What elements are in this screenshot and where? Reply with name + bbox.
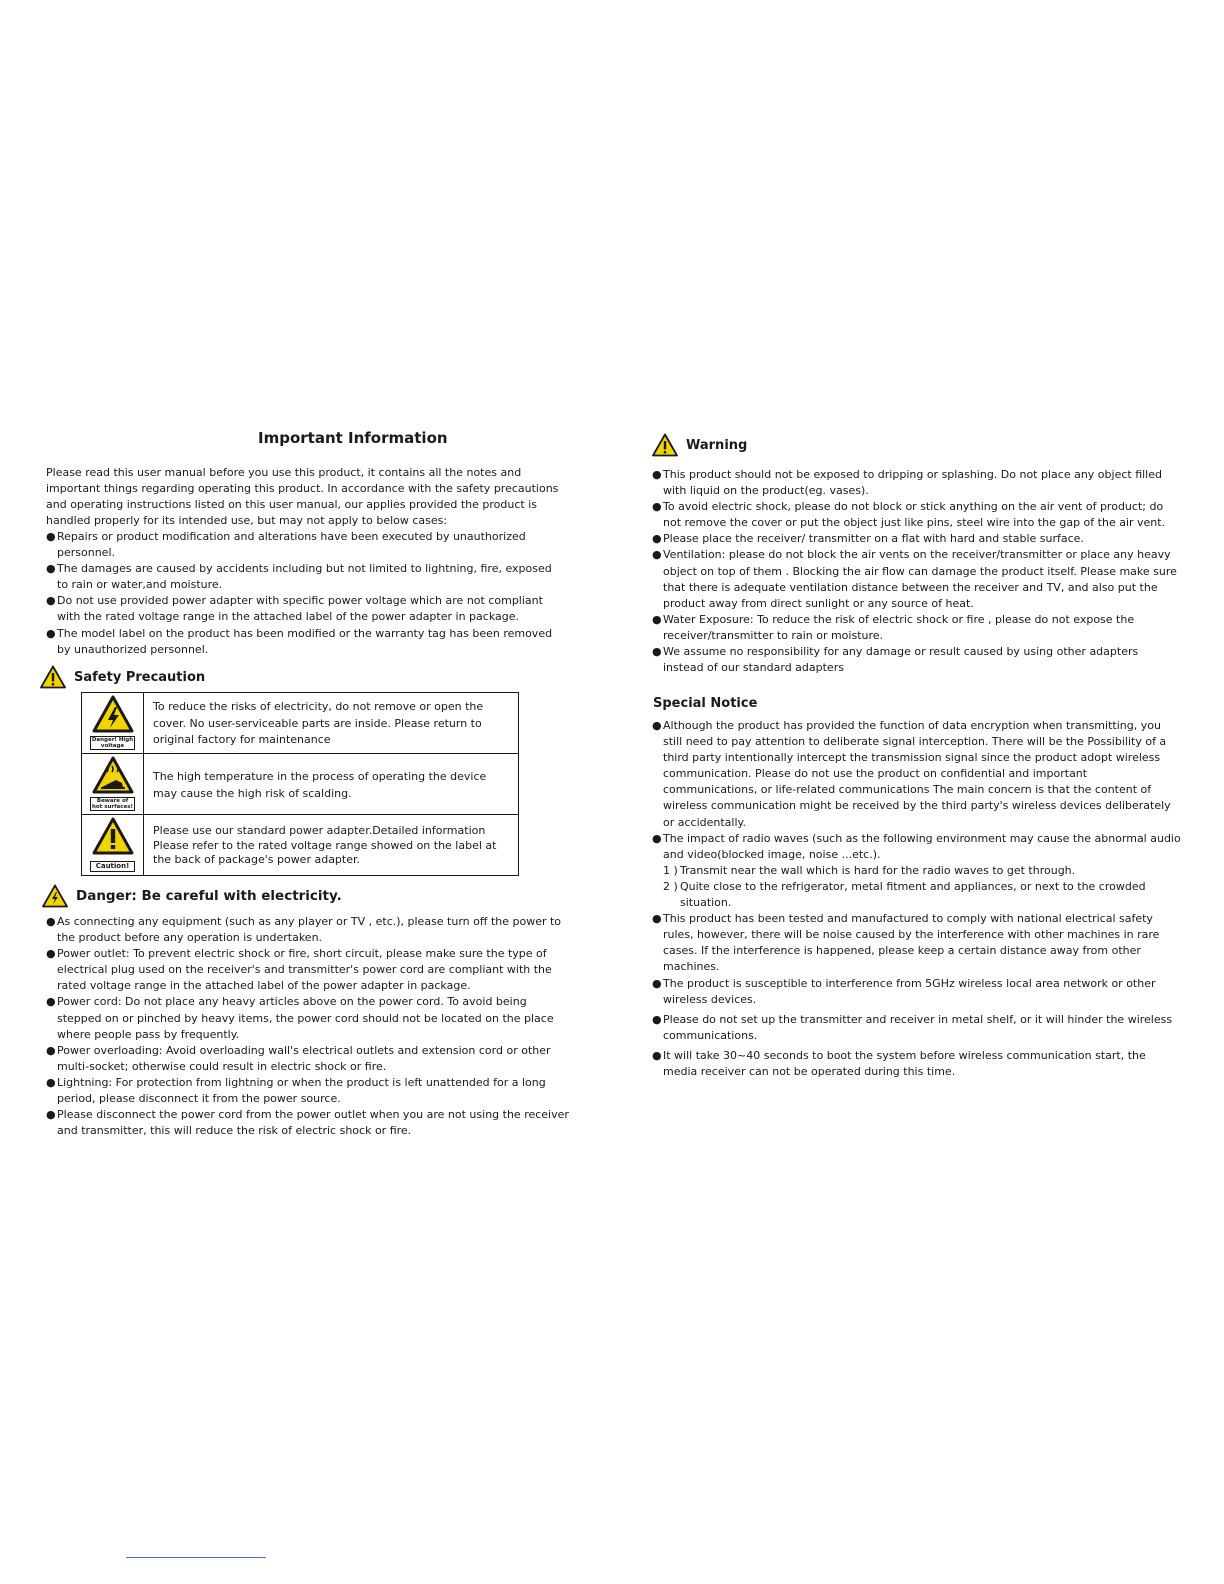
- list-item: ● The product is susceptible to interference from 5GHz wireless local area network or other wireless devices.: [652, 976, 1156, 1006]
- danger-heading: Danger: Be careful with electricity.: [42, 884, 342, 908]
- warning-triangle-icon: [40, 665, 66, 689]
- warning-list: [652, 467, 1182, 676]
- high-voltage-sign-icon: [92, 695, 134, 735]
- list-item: ● Power cord: Do not place any heavy articles above on the power cord. To avoid being stepped on or pinched by heavy items, the power cord should not be located on the place where people pass by frequently.: [46, 995, 554, 1041]
- list-item: ● Repairs or product modification and alterations have been executed by unauthorized personnel.: [46, 530, 526, 560]
- page-title: Important Information: [258, 429, 448, 447]
- sign-label: Caution!: [90, 861, 135, 872]
- table-row: [82, 815, 519, 876]
- hot-surface-sign-icon: [92, 756, 134, 796]
- safety-precaution-table: [81, 692, 519, 876]
- list-item: ● As connecting any equipment (such as any player or TV , etc.), please turn off the power to the product before any operation is undertaken.: [46, 915, 562, 945]
- sign-cell: [82, 693, 144, 754]
- list-item: ● This product has been tested and manufactured to comply with national electrical safety rules, however, there will be noise caused by the interference with other machines in rare cases. If the interference is happened, please keep a certain distance away from other machines.: [652, 912, 1160, 974]
- list-item: ● Ventilation: please do not block the air vents on the receiver/transmitter or place any heavy object on top of them . Blocking the air flow can damage the product itself. Please make sure that there is adequate ventilation distance between the receiver and TV, and also put the product away from direct sunlight or any source of heat.: [652, 548, 1177, 610]
- table-row: [82, 754, 519, 815]
- list-item: ● Please do not set up the transmitter and receiver in metal shelf, or it will hinder the wireless communications.: [652, 1012, 1173, 1042]
- caution-sign-icon: [92, 817, 134, 857]
- safety-text: Please use our standard power adapter.Detailed information Please refer to the rated voltage range showed on the label at the back of package's power adapter.: [144, 815, 519, 876]
- list-item: 2 ) Quite close to the refrigerator, metal fitment and appliances, or next to the crowded situation.: [663, 879, 1146, 910]
- intro-list: [46, 529, 566, 658]
- list-item: ● Do not use provided power adapter with specific power voltage which are not compliant with the rated voltage range in the attached label of the power adapter in package.: [46, 594, 543, 624]
- footnote-rule: [126, 1557, 266, 1558]
- sign-cell: [82, 754, 144, 815]
- safety-text: To reduce the risks of electricity, do not remove or open the cover. No user-serviceable parts are inside. Please return to original factory for maintenance: [144, 693, 519, 754]
- danger-list: [46, 914, 571, 1139]
- sign-label: Beware of hot surfaces!: [91, 798, 134, 810]
- safety-precaution-heading: Safety Precaution: [40, 665, 205, 689]
- list-item: ● Power outlet: To prevent electric shock or fire, short circuit, please make sure the type of electrical plug used on the receiver's and transmitter's power cord are compliant with the rated voltage range in the attached label of the power adapter in package.: [46, 947, 552, 993]
- list-item: ● The model label on the product has been modified or the warranty tag has been removed by unauthorized personnel.: [46, 626, 553, 656]
- list-item: ● It will take 30~40 seconds to boot the system before wireless communication start, the media receiver can not be operated during this time.: [652, 1048, 1146, 1078]
- special-notice-heading: Special Notice: [653, 696, 758, 711]
- list-item: ● Although the product has provided the function of data encryption when transmitting, you still need to pay attention to deliberate signal interception. There will be the Possibility of a third party intentionally intercept the transmission signal since the product adopt wireless communication. Please do not use the product on confidential and important communications, or life-related communications The main concern is that the content of wireless communication might be received by the third party's wireless devices deliberately or accidentally.: [652, 719, 1171, 829]
- high-voltage-triangle-icon: [42, 884, 68, 908]
- list-item: ● The impact of radio waves (such as the following environment may cause the abnormal audio and video(blocked image, noise ...etc.).: [652, 831, 1181, 861]
- sign-label: Danger! High voltage: [91, 737, 134, 749]
- list-item: ● Please disconnect the power cord from the power outlet when you are not using the receiver and transmitter, this will reduce the risk of electric shock or fire.: [46, 1108, 569, 1138]
- warning-triangle-icon: [652, 433, 678, 457]
- warning-heading: Warning: [652, 433, 747, 457]
- list-item: ● This product should not be exposed to dripping or splashing. Do not place any object filled with liquid on the product(eg. vases).: [652, 468, 1162, 498]
- intro-paragraph: Please read this user manual before you use this product, it contains all the notes and important things regarding operating this product. In accordance with the safety precautions and operating instructions listed on this user manual, our applies provided the product is handled properly for its intended use, but may not apply to below cases:: [46, 466, 559, 528]
- list-item: ● Water Exposure: To reduce the risk of electric shock or fire , please do not expose the receiver/transmitter to rain or moisture.: [652, 612, 1135, 642]
- safety-text: The high temperature in the process of operating the device may cause the high risk of scalding.: [144, 754, 519, 815]
- list-item: ● We assume no responsibility for any damage or result caused by using other adapters instead of our standard adapters: [652, 645, 1139, 675]
- list-item: ● To avoid electric shock, please do not block or stick anything on the air vent of product; do not remove the cover or put the object just like pins, steel wire into the gap of the air vent.: [652, 500, 1166, 530]
- special-notice-list: [652, 718, 1182, 1080]
- list-item: 1 ) Transmit near the wall which is hard for the radio waves to get through.: [663, 863, 1076, 877]
- sign-cell: [82, 815, 144, 876]
- list-item: ● Power overloading: Avoid overloading wall's electrical outlets and extension cord or other multi-socket; otherwise could result in electric shock or fire.: [46, 1043, 551, 1073]
- list-item: ● The damages are caused by accidents including but not limited to lightning, fire, exposed to rain or water,and moisture.: [46, 562, 552, 592]
- table-row: [82, 693, 519, 754]
- list-item: ● Please place the receiver/ transmitter on a flat with hard and stable surface.: [652, 532, 1084, 546]
- list-item: ● Lightning: For protection from lightning or when the product is left unattended for a long period, please disconnect it from the power source.: [46, 1075, 546, 1106]
